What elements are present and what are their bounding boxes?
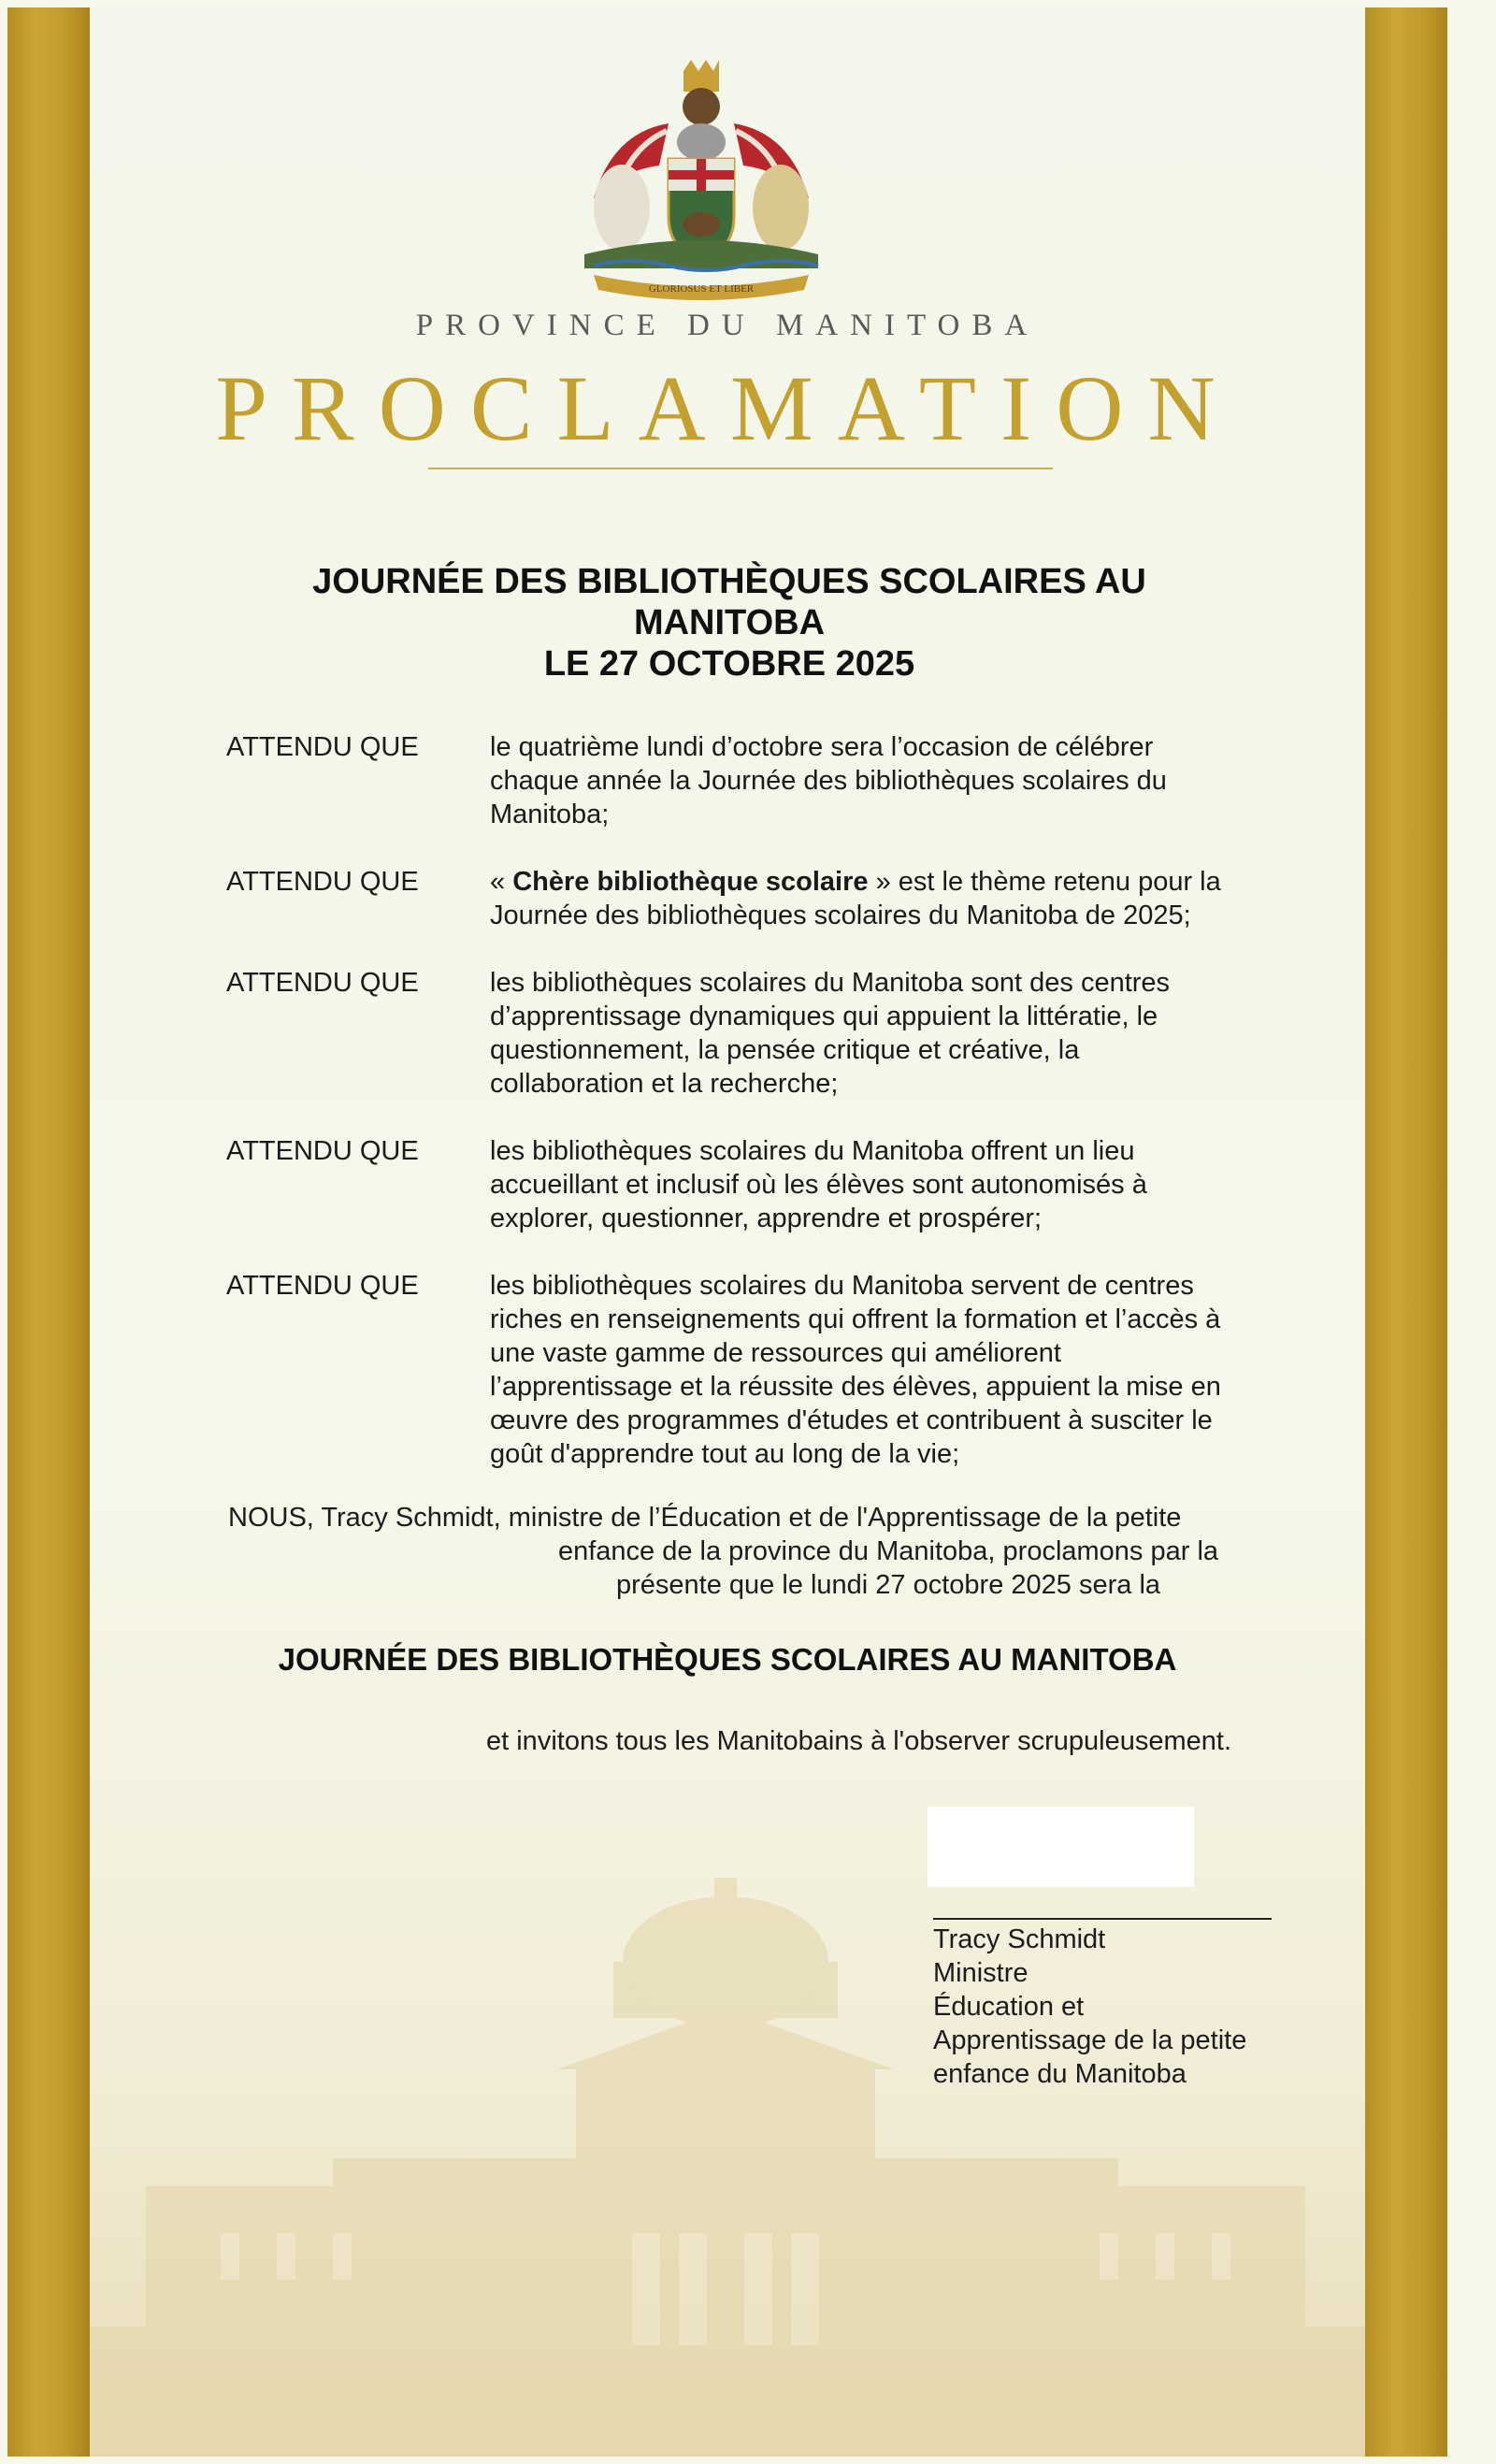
clause-line: explorer, questionner, apprendre et prospérer; [490, 1203, 1043, 1233]
title-line-3: LE 27 OCTOBRE 2025 [543, 644, 915, 684]
whereas-text [490, 1134, 1313, 1235]
clause-line: collaboration et la recherche; [490, 1069, 839, 1099]
signer-dept-2: Apprentissage de la petite [933, 2025, 1247, 2055]
whereas-text [490, 865, 1313, 932]
signer-dept-3: enfance du Manitoba [933, 2059, 1187, 2089]
heading-divider [428, 468, 1053, 469]
day-title: JOURNÉE DES BIBLIOTHÈQUES SCOLAIRES AU MANITOBA [278, 1642, 1177, 1677]
proclaim-line-3: présente que le lundi 27 octobre 2025 sera la [615, 1570, 1161, 1600]
left-gold-border [7, 7, 90, 2457]
proclaim-line-1: NOUS, Tracy Schmidt, ministre de l’Éducation et de l'Apprentissage de la petite [228, 1503, 1182, 1533]
whereas-label: ATTENDU QUE [226, 867, 419, 897]
whereas-text [490, 1269, 1313, 1471]
clause-line: questionnement, la pensée critique et créative, la [490, 1035, 1080, 1065]
whereas-label: ATTENDU QUE [226, 1136, 419, 1166]
clause-line: l’apprentissage et la réussite des élèves, appuient la mise en [490, 1372, 1221, 1402]
signature-line [933, 1918, 1272, 1920]
clause-line: une vaste gamme de ressources qui améliorent [490, 1338, 1061, 1368]
whereas-text [490, 730, 1313, 831]
clause-line: Manitoba; [490, 800, 610, 829]
clause-line: goût d'apprendre tout au long de la vie; [490, 1439, 960, 1469]
quote-open: « [490, 867, 513, 897]
clause-line [490, 865, 1313, 899]
proclaim-continuation [486, 1535, 1290, 1602]
proclamation-title [234, 561, 1225, 684]
signer-role: Ministre [933, 1958, 1028, 1988]
signer-name: Tracy Schmidt [933, 1924, 1106, 1954]
signer-block [933, 1923, 1326, 2091]
clause-line: les bibliothèques scolaires du Manitoba offrent un lieu [490, 1136, 1135, 1166]
clause-line: les bibliothèques scolaires du Manitoba sont des centres [490, 968, 1171, 998]
title-line-1: JOURNÉE DES BIBLIOTHÈQUES SCOLAIRES AU [312, 562, 1146, 601]
whereas-label: ATTENDU QUE [226, 1271, 419, 1301]
clause-line-rest: » est le thème retenu pour la [868, 867, 1221, 897]
invitation-text: et invitons tous les Manitobains à l'observer scrupuleusement. [486, 1726, 1232, 1756]
manitoba-coat-of-arms-icon [556, 58, 846, 301]
clause-line: Journée des bibliothèques scolaires du Manitoba de 2025; [490, 901, 1191, 930]
signer-dept-1: Éducation et [933, 1992, 1085, 2022]
province-heading: PROVINCE DU MANITOBA [415, 309, 1040, 342]
theme-text: Chère bibliothèque scolaire [512, 867, 869, 897]
right-gold-border [1365, 7, 1447, 2457]
clause-line: le quatrième lundi d’octobre sera l’occasion de célébrer [490, 732, 1154, 762]
clause-line: les bibliothèques scolaires du Manitoba servent de centres [490, 1271, 1194, 1301]
clause-line: œuvre des programmes d'études et contribuent à susciter le [490, 1405, 1213, 1435]
whereas-text [490, 966, 1313, 1101]
clause-line: riches en renseignements qui offrent la formation et l’accès à [490, 1304, 1221, 1334]
title-line-2: MANITOBA [633, 603, 826, 642]
clause-line: chaque année la Journée des bibliothèques scolaires du [490, 766, 1167, 796]
whereas-label: ATTENDU QUE [226, 968, 419, 998]
clause-line: accueillant et inclusif où les élèves sont autonomisés à [490, 1170, 1147, 1200]
motto-text: GLORIOSUS ET LIBER [648, 283, 755, 295]
whereas-label: ATTENDU QUE [226, 732, 419, 762]
proclamation-heading: PROCLAMATION [215, 356, 1240, 460]
clause-line: d’apprentissage dynamiques qui appuient la littératie, le [490, 1001, 1158, 1031]
signature-redaction-box [928, 1807, 1194, 1887]
proclaim-line-2: enfance de la province du Manitoba, proclamons par la [557, 1536, 1219, 1566]
